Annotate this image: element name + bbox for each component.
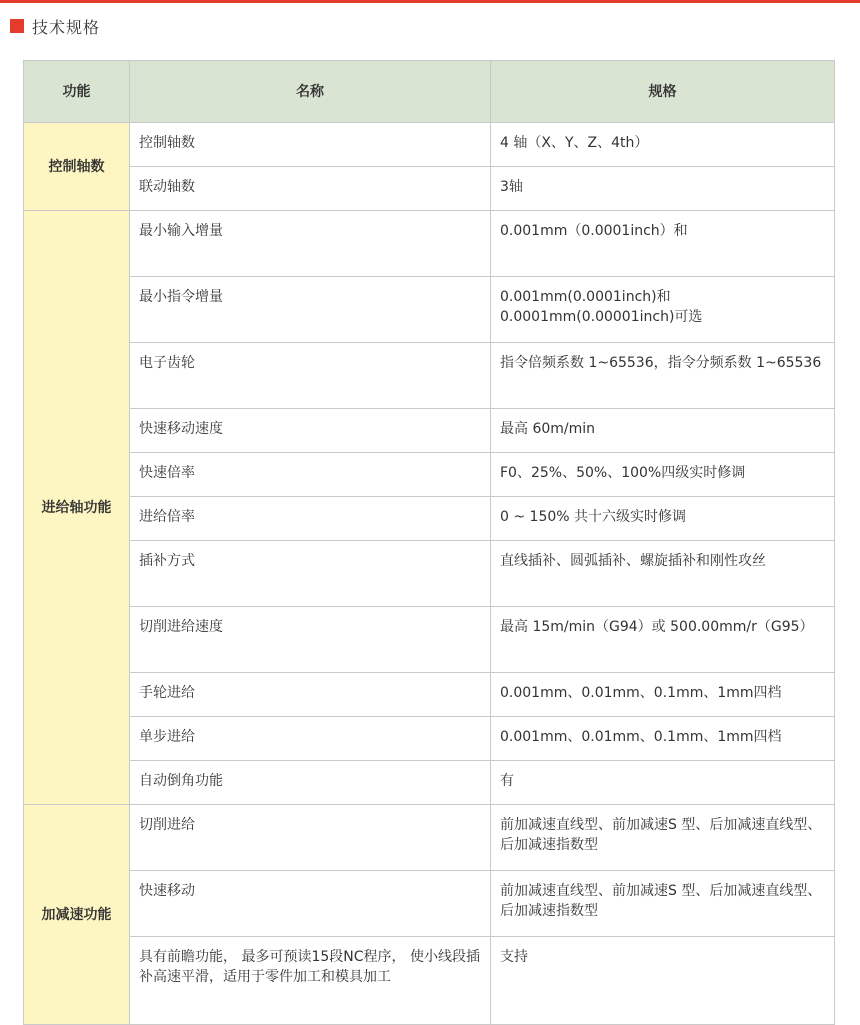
name-cell: 插补方式 xyxy=(130,541,491,607)
name-cell: 控制轴数 xyxy=(130,123,491,167)
function-cell: 进给轴功能 xyxy=(24,211,130,805)
table-header-row xyxy=(24,61,835,123)
spec-cell: 支持 xyxy=(491,937,835,1025)
table-row xyxy=(24,167,835,211)
spec-cell: 有 xyxy=(491,761,835,805)
spec-cell: 0.001mm、0.01mm、0.1mm、1mm四档 xyxy=(491,673,835,717)
spec-cell: 最高 60m/min xyxy=(491,409,835,453)
name-cell: 切削进给速度 xyxy=(130,607,491,673)
red-square-icon xyxy=(10,19,24,33)
spec-cell: 4 轴（X、Y、Z、4th） xyxy=(491,123,835,167)
table-row xyxy=(24,277,835,343)
table-row xyxy=(24,541,835,607)
name-cell: 快速移动 xyxy=(130,871,491,937)
function-cell: 控制轴数 xyxy=(24,123,130,211)
table-row xyxy=(24,805,835,871)
spec-cell: 0.001mm（0.0001inch）和 xyxy=(491,211,835,277)
spec-cell: 3轴 xyxy=(491,167,835,211)
table-row xyxy=(24,871,835,937)
header-spec: 规格 xyxy=(491,61,835,123)
spec-cell: 0.001mm、0.01mm、0.1mm、1mm四档 xyxy=(491,717,835,761)
name-cell: 电子齿轮 xyxy=(130,343,491,409)
table-row xyxy=(24,453,835,497)
top-accent-line xyxy=(0,0,860,3)
name-cell: 进给倍率 xyxy=(130,497,491,541)
name-cell: 快速移动速度 xyxy=(130,409,491,453)
section-heading xyxy=(10,14,100,38)
table-row xyxy=(24,607,835,673)
spec-cell: 指令倍频系数 1~65536，指令分频系数 1~65536 xyxy=(491,343,835,409)
spec-cell: 最高 15m/min（G94）或 500.00mm/r（G95） xyxy=(491,607,835,673)
spec-cell: 直线插补、圆弧插补、螺旋插补和刚性攻丝 xyxy=(491,541,835,607)
spec-cell: 前加减速直线型、前加减速S 型、后加减速直线型、后加减速指数型 xyxy=(491,805,835,871)
spec-cell: F0、25%、50%、100%四级实时修调 xyxy=(491,453,835,497)
section-title: 技术规格 xyxy=(32,17,101,37)
table-row xyxy=(24,937,835,1025)
name-cell: 快速倍率 xyxy=(130,453,491,497)
table-row xyxy=(24,497,835,541)
table-row xyxy=(24,761,835,805)
spec-cell: 0 ~ 150% 共十六级实时修调 xyxy=(491,497,835,541)
table-row xyxy=(24,673,835,717)
header-function: 功能 xyxy=(24,61,130,123)
table-row xyxy=(24,211,835,277)
name-cell: 单步进给 xyxy=(130,717,491,761)
name-cell: 切削进给 xyxy=(130,805,491,871)
header-name: 名称 xyxy=(130,61,491,123)
table-row xyxy=(24,123,835,167)
table-row xyxy=(24,409,835,453)
function-cell: 加减速功能 xyxy=(24,805,130,1025)
name-cell: 具有前瞻功能， 最多可预读15段NC程序， 使小线段插补高速平滑，适用于零件加工和模具加工 xyxy=(130,937,491,1025)
table-row xyxy=(24,717,835,761)
name-cell: 联动轴数 xyxy=(130,167,491,211)
spec-cell: 前加减速直线型、前加减速S 型、后加减速直线型、后加减速指数型 xyxy=(491,871,835,937)
name-cell: 最小指令增量 xyxy=(130,277,491,343)
spec-table xyxy=(23,60,835,1025)
name-cell: 最小输入增量 xyxy=(130,211,491,277)
name-cell: 手轮进给 xyxy=(130,673,491,717)
table-row xyxy=(24,343,835,409)
name-cell: 自动倒角功能 xyxy=(130,761,491,805)
spec-cell: 0.001mm(0.0001inch)和 0.0001mm(0.00001inch)可选 xyxy=(491,277,835,343)
